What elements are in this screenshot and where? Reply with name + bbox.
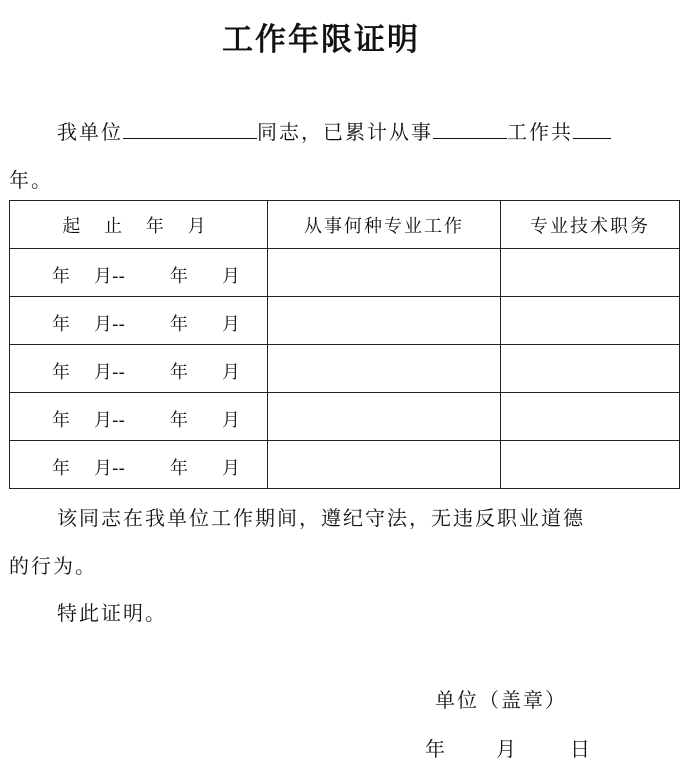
- conduct-line-1: 该同志在我单位工作期间，遵纪守法，无违反职业道德: [57, 506, 585, 530]
- header-period: [10, 201, 268, 249]
- table-row: [10, 345, 680, 393]
- technical-title-cell[interactable]: [501, 345, 680, 393]
- start-year-label: 年: [52, 266, 70, 287]
- technical-title-cell[interactable]: [501, 441, 680, 489]
- table-header-row: [10, 201, 680, 249]
- work-type-cell[interactable]: [268, 441, 501, 489]
- start-month-label: 月--: [94, 266, 125, 287]
- end-year-label: 年: [170, 362, 188, 383]
- period-cell[interactable]: [10, 441, 268, 489]
- table-row: [10, 441, 680, 489]
- start-month-label: 月--: [94, 458, 125, 479]
- end-month-label: 月: [222, 362, 240, 383]
- intro-part-2: 同志，已累计从事: [257, 120, 433, 144]
- start-year-label: 年: [52, 410, 70, 431]
- start-year-label: 年: [52, 458, 70, 479]
- work-history-table: [9, 200, 680, 489]
- years-blank[interactable]: [573, 118, 611, 139]
- end-year-label: 年: [170, 410, 188, 431]
- intro-line: [57, 116, 611, 145]
- technical-title-cell[interactable]: [501, 297, 680, 345]
- intro-wrap: 年。: [9, 168, 53, 192]
- technical-title-cell[interactable]: [501, 249, 680, 297]
- conduct-line-2: 的行为。: [9, 554, 97, 578]
- end-year-label: 年: [170, 314, 188, 335]
- end-month-label: 月: [222, 314, 240, 335]
- date-day: 日: [570, 737, 592, 761]
- document-title: 工作年限证明: [222, 22, 420, 58]
- start-year-label: 年: [52, 362, 70, 383]
- end-year-label: 年: [170, 266, 188, 287]
- date-month: 月: [496, 737, 518, 761]
- table-row: [10, 297, 680, 345]
- end-year-label: 年: [170, 458, 188, 479]
- work-type-cell[interactable]: [268, 393, 501, 441]
- intro-part-3: 工作共: [507, 120, 573, 144]
- intro-part-1: 我单位: [57, 120, 123, 144]
- header-title-label: 专业技术职务: [530, 215, 650, 237]
- start-month-label: 月--: [94, 410, 125, 431]
- field-blank[interactable]: [433, 118, 507, 139]
- header-work: [268, 201, 501, 249]
- header-period-label: 起 止 年 月: [62, 215, 215, 237]
- period-cell[interactable]: [10, 345, 268, 393]
- closing-line: 特此证明。: [57, 601, 167, 625]
- end-month-label: 月: [222, 458, 240, 479]
- end-month-label: 月: [222, 266, 240, 287]
- start-month-label: 月--: [94, 314, 125, 335]
- header-title: [501, 201, 680, 249]
- period-cell[interactable]: [10, 249, 268, 297]
- work-type-cell[interactable]: [268, 297, 501, 345]
- end-month-label: 月: [222, 410, 240, 431]
- start-year-label: 年: [52, 314, 70, 335]
- date-year: 年: [425, 737, 447, 761]
- name-blank[interactable]: [123, 118, 257, 139]
- work-type-cell[interactable]: [268, 345, 501, 393]
- table-row: [10, 249, 680, 297]
- table-row: [10, 393, 680, 441]
- header-work-label: 从事何种专业工作: [304, 215, 464, 237]
- period-cell[interactable]: [10, 297, 268, 345]
- unit-seal-label: 单位（盖章）: [435, 688, 567, 712]
- technical-title-cell[interactable]: [501, 393, 680, 441]
- work-type-cell[interactable]: [268, 249, 501, 297]
- period-cell[interactable]: [10, 393, 268, 441]
- start-month-label: 月--: [94, 362, 125, 383]
